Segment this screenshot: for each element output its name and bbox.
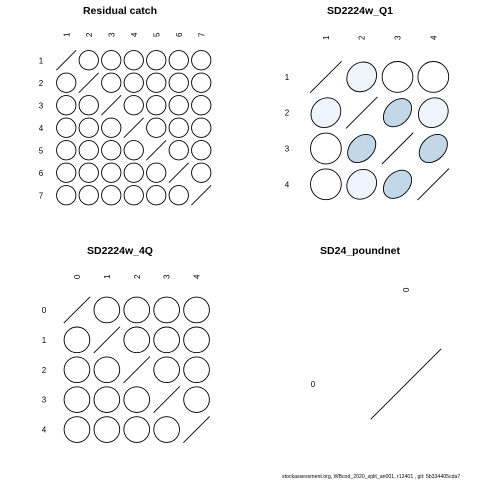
correlation-ellipse xyxy=(75,114,102,141)
correlation-ellipse xyxy=(143,182,170,209)
correlation-ellipse xyxy=(53,137,80,164)
column-label: 7 xyxy=(197,32,207,37)
correlation-ellipse xyxy=(165,114,192,141)
diagonal-line xyxy=(153,386,179,412)
correlation-ellipse xyxy=(165,182,192,209)
diagonal-line xyxy=(346,97,378,129)
correlation-ellipse xyxy=(412,92,454,134)
correlation-ellipse xyxy=(53,92,80,119)
row-label: 3 xyxy=(38,101,44,111)
correlation-ellipse xyxy=(120,182,147,209)
correlation-ellipse xyxy=(378,165,417,204)
correlation-ellipse xyxy=(148,292,184,328)
correlation-ellipse xyxy=(59,352,95,388)
correlation-ellipse xyxy=(188,159,215,186)
correlation-ellipse xyxy=(120,159,147,186)
correlation-ellipse xyxy=(188,114,215,141)
correlation-ellipse xyxy=(98,69,125,96)
correlation-ellipse xyxy=(178,322,214,358)
row-label: 0 xyxy=(310,380,316,389)
correlation-ellipse xyxy=(414,129,453,168)
diagonal-line xyxy=(101,95,121,115)
diagonal-line xyxy=(64,297,90,323)
correlation-ellipse xyxy=(341,163,383,205)
correlation-ellipse xyxy=(89,381,125,417)
column-label: 1 xyxy=(62,32,72,37)
correlation-ellipse xyxy=(165,69,192,96)
row-label: 4 xyxy=(38,123,44,133)
panel-3 xyxy=(42,245,215,448)
correlation-ellipse xyxy=(53,159,80,186)
panel-title: SD2224w_Q1 xyxy=(327,5,393,17)
column-label: 4 xyxy=(429,35,439,40)
row-label: 5 xyxy=(38,146,44,156)
column-label: 3 xyxy=(393,35,403,40)
correlation-ellipse xyxy=(59,381,95,417)
panel-4 xyxy=(311,245,441,419)
column-label: 1 xyxy=(321,35,331,40)
correlation-ellipse xyxy=(53,69,80,96)
correlation-ellipse xyxy=(188,69,215,96)
correlation-ellipse xyxy=(148,322,184,358)
diagonal-line xyxy=(79,73,99,93)
correlation-ellipse xyxy=(378,93,417,132)
diagonal-line xyxy=(56,50,76,70)
correlation-ellipse xyxy=(119,411,155,447)
diagonal-line xyxy=(183,416,209,442)
column-label: 0 xyxy=(402,287,411,292)
correlation-ellipse xyxy=(165,92,192,119)
correlation-ellipse xyxy=(89,292,125,328)
diagonal-line xyxy=(124,357,150,383)
correlation-ellipse xyxy=(98,137,125,164)
column-label: 4 xyxy=(129,32,139,37)
diagonal-line xyxy=(371,349,441,419)
correlation-ellipse xyxy=(148,411,184,447)
correlation-ellipse xyxy=(188,47,215,74)
correlation-ellipse xyxy=(188,137,215,164)
correlation-ellipse xyxy=(305,92,347,134)
correlation-ellipse xyxy=(89,352,125,388)
correlation-ellipse xyxy=(98,47,125,74)
correlation-ellipse xyxy=(75,92,102,119)
correlation-ellipse xyxy=(143,47,170,74)
column-label: 2 xyxy=(84,32,94,37)
diagonal-line xyxy=(169,163,189,183)
row-label: 2 xyxy=(41,365,47,375)
correlation-ellipse xyxy=(143,159,170,186)
row-label: 1 xyxy=(41,335,47,345)
correlation-ellipse xyxy=(178,352,214,388)
diagonal-line xyxy=(94,327,120,353)
correlation-ellipse xyxy=(75,137,102,164)
panel-1 xyxy=(39,5,215,209)
correlation-ellipse xyxy=(120,69,147,96)
row-label: 4 xyxy=(41,425,47,435)
row-label: 3 xyxy=(41,395,47,405)
diagonal-line xyxy=(418,169,450,201)
column-label: 2 xyxy=(132,274,142,279)
correlation-ellipse xyxy=(53,114,80,141)
column-label: 0 xyxy=(72,274,82,279)
correlation-ellipse xyxy=(143,114,170,141)
correlation-ellipse xyxy=(120,92,147,119)
correlation-ellipse xyxy=(304,127,348,171)
footer-text: stockassessment.org, WBcod_2020_split_an001, r12401 , git: 5b334405cda7 xyxy=(282,474,461,480)
column-label: 4 xyxy=(192,274,202,279)
column-label: 3 xyxy=(162,274,172,279)
correlation-ellipse xyxy=(75,47,102,74)
correlation-ellipse xyxy=(376,55,420,99)
row-label: 3 xyxy=(284,144,290,154)
correlation-ellipse xyxy=(53,182,80,209)
column-label: 1 xyxy=(102,274,112,279)
diagonal-line xyxy=(382,133,414,165)
column-label: 5 xyxy=(152,32,162,37)
correlation-ellipse xyxy=(188,92,215,119)
row-label: 1 xyxy=(284,72,290,82)
row-label: 4 xyxy=(284,180,290,190)
correlation-ellipse xyxy=(178,381,214,417)
correlation-ellipse xyxy=(143,69,170,96)
correlation-ellipse xyxy=(341,56,383,98)
correlation-ellipse xyxy=(412,55,456,99)
correlation-ellipse xyxy=(119,292,155,328)
correlation-ellipse xyxy=(120,137,147,164)
correlation-ellipse xyxy=(89,411,125,447)
panel-title: SD24_poundnet xyxy=(320,245,400,257)
correlation-ellipse xyxy=(120,47,147,74)
correlation-ellipse xyxy=(178,292,214,328)
column-label: 3 xyxy=(107,32,117,37)
row-label: 6 xyxy=(38,168,44,178)
row-label: 7 xyxy=(38,191,44,201)
panel-title: SD2224w_4Q xyxy=(87,245,153,257)
correlation-ellipse xyxy=(119,381,155,417)
diagonal-line xyxy=(146,140,166,160)
panel-2 xyxy=(285,5,455,206)
diagonal-line xyxy=(191,185,211,205)
correlation-ellipse xyxy=(59,411,95,447)
panel-title: Residual catch xyxy=(82,5,158,17)
row-label: 0 xyxy=(41,305,47,315)
correlation-ellipse xyxy=(119,322,155,358)
correlation-ellipse xyxy=(165,47,192,74)
correlation-ellipse xyxy=(143,92,170,119)
correlation-ellipse xyxy=(98,159,125,186)
correlation-ellipse xyxy=(98,182,125,209)
row-label: 2 xyxy=(38,78,44,88)
column-label: 2 xyxy=(357,35,367,40)
row-label: 1 xyxy=(38,56,44,66)
correlation-ellipse xyxy=(165,137,192,164)
correlation-ellipse xyxy=(98,114,125,141)
correlation-ellipse xyxy=(75,159,102,186)
column-label: 6 xyxy=(174,32,184,37)
diagonal-line xyxy=(124,118,144,138)
correlation-ellipse xyxy=(59,322,95,358)
correlation-ellipse xyxy=(304,163,348,207)
correlation-ellipse xyxy=(148,352,184,388)
correlation-ellipse xyxy=(75,182,102,209)
correlation-ellipse xyxy=(342,129,381,168)
diagonal-line xyxy=(310,61,342,93)
row-label: 2 xyxy=(284,108,290,118)
